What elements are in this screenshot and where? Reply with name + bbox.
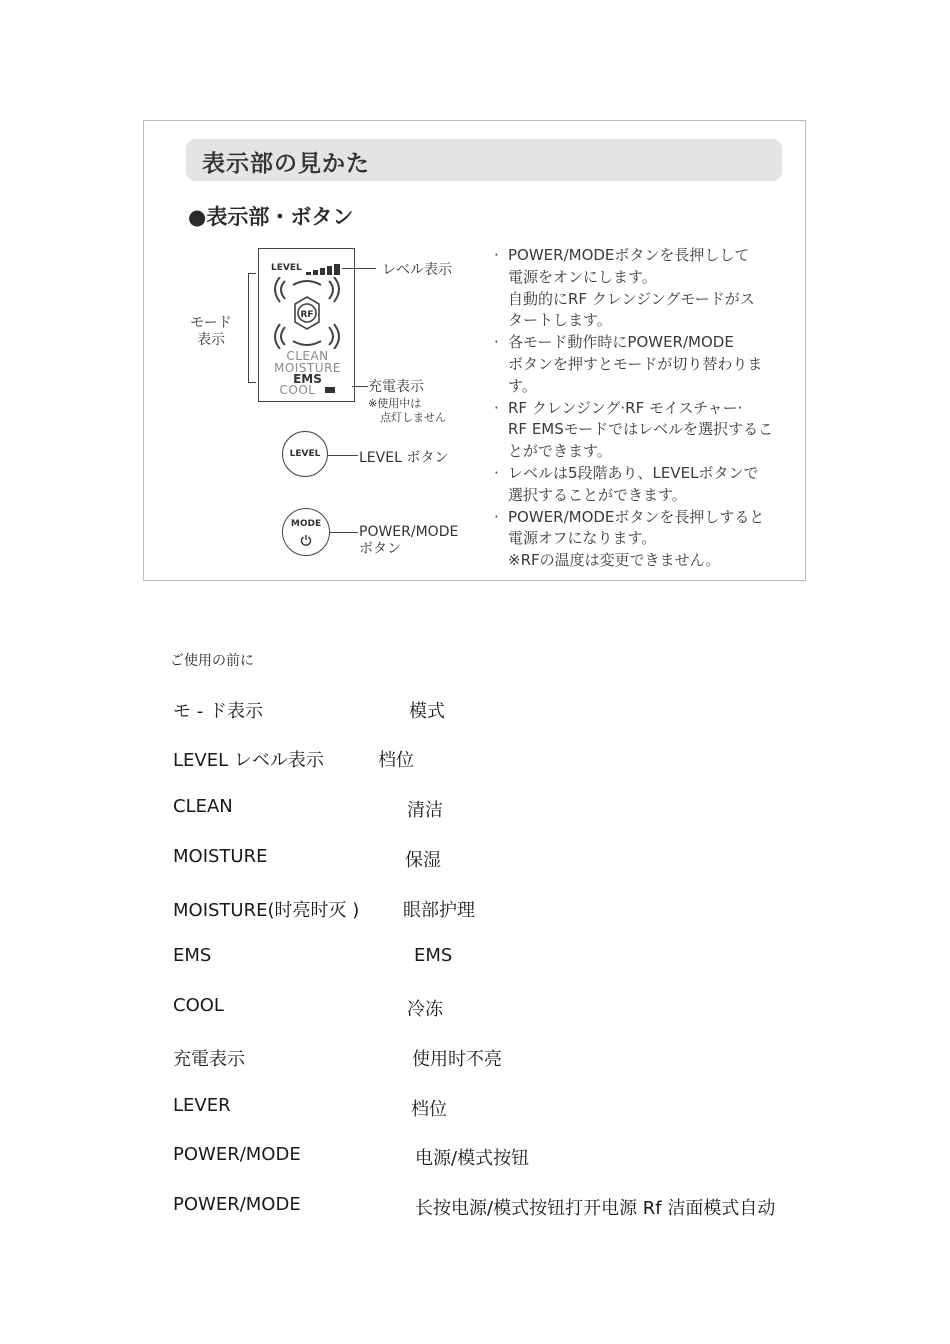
translation-row — [173, 846, 873, 872]
translation-row — [173, 1045, 873, 1071]
figure-header — [186, 139, 782, 181]
row-meaning: 眼部护理 — [403, 900, 475, 921]
mode-display-callout — [186, 315, 236, 349]
level-display-callout: レベル表示 — [382, 262, 452, 278]
note-line: ボタンを押すとモードが切り替わります。 — [508, 354, 763, 395]
section-title: ご使用の前に — [170, 653, 254, 669]
mode-button-icon-label: MODE — [290, 519, 322, 529]
level-display-leader — [342, 268, 376, 269]
level-button-leader — [328, 455, 358, 456]
panel-level-label: LEVEL — [271, 263, 302, 273]
translation-row — [173, 796, 873, 822]
translation-row — [173, 896, 873, 922]
row-term: LEVEL レベル表示 — [173, 750, 324, 771]
note-line: ※RFの温度は変更できません。 — [508, 551, 721, 570]
note-line: RF EMSモードではレベルを選択するこ — [508, 420, 774, 439]
row-meaning: 使用时不亮 — [412, 1049, 502, 1070]
figure-subtitle: ●表示部・ボタン — [188, 205, 354, 229]
panel-mode-cool: COOL — [279, 383, 316, 397]
mode-button-line1: POWER/MODE — [359, 524, 459, 540]
power-mode-button[interactable] — [282, 508, 330, 556]
note-line: タートします。 — [508, 311, 612, 330]
charge-indicator-icon — [325, 385, 335, 395]
charge-note-line2: 点灯しません — [380, 411, 446, 424]
row-meaning: 清洁 — [407, 800, 443, 821]
note-line: POWER/MODEボタンを長押しして — [508, 246, 750, 264]
note-line: RF クレンジング·RF モイスチャー· — [508, 398, 743, 417]
note-item: · POWER/MODEボタンを長押しして 電源をオンにします。 自動的にRF クレンジングモードがス タートします。 — [492, 245, 788, 332]
charge-display-note — [368, 397, 446, 425]
note-line: 選択することができます。 — [508, 485, 687, 504]
note-line: 電源オフになります。 — [508, 529, 657, 548]
figure-header-title: 表示部の見かた — [202, 151, 370, 177]
row-meaning: 长按电源/模式按钮打开电源 Rf 洁面模式自动 — [415, 1198, 776, 1219]
note-item: · レベルは5段階あり、LEVELボタンで 選択することができます。 — [492, 463, 788, 507]
row-term: モ - ド表示 — [173, 701, 263, 722]
level-button-icon-label: LEVEL — [289, 449, 321, 459]
translation-row — [173, 995, 873, 1021]
translation-row — [173, 697, 873, 723]
row-meaning: 档位 — [378, 750, 414, 771]
note-line: 電源をオンにします。 — [508, 267, 657, 286]
row-meaning: 档位 — [411, 1099, 447, 1120]
panel-mode-ems: EMS — [293, 372, 322, 386]
charge-display-callout: 充電表示 — [368, 379, 424, 395]
level-button[interactable] — [282, 431, 328, 477]
note-item: · RF クレンジング·RF モイスチャー· RF EMSモードではレベルを選択するこ とができます。 — [492, 398, 788, 463]
note-line: レベルは5段階あり、LEVELボタンで — [508, 463, 759, 482]
row-term: POWER/MODE — [173, 1144, 301, 1165]
row-meaning: 冷冻 — [407, 999, 443, 1020]
charge-note-line1: ※使用中は — [368, 397, 422, 410]
rf-ripple-icon — [271, 277, 343, 349]
manual-figure — [143, 120, 806, 581]
row-term: MOISTURE(时亮时灭 ) — [173, 900, 360, 921]
note-line: POWER/MODEボタンを長押しすると — [508, 507, 765, 526]
row-meaning: 保湿 — [405, 850, 441, 871]
row-term: EMS — [173, 945, 212, 966]
translation-row — [173, 945, 873, 971]
power-icon — [300, 534, 312, 546]
mode-button-callout — [359, 524, 458, 558]
translation-row — [173, 1144, 873, 1170]
row-meaning: EMS — [414, 945, 453, 966]
panel-mode-moisture: MOISTURE — [274, 361, 341, 375]
mode-display-line1: モード — [190, 315, 232, 331]
notes-list — [492, 245, 788, 572]
mode-button-leader — [330, 532, 358, 533]
display-panel — [258, 248, 355, 402]
row-term: POWER/MODE — [173, 1194, 301, 1215]
note-line: 各モード動作時にPOWER/MODE — [508, 333, 734, 352]
rf-label: RF — [300, 310, 314, 320]
row-term: MOISTURE — [173, 846, 268, 867]
row-meaning: 模式 — [409, 701, 445, 722]
panel-mode-clean: CLEAN — [286, 349, 329, 363]
mode-display-line2: 表示 — [197, 332, 225, 348]
row-term: COOL — [173, 995, 224, 1016]
note-line: 自動的にRF クレンジングモードがス — [508, 289, 755, 308]
row-term: CLEAN — [173, 796, 233, 817]
translation-row — [173, 746, 873, 772]
charge-display-leader — [352, 386, 368, 387]
translation-row — [173, 1095, 873, 1121]
translation-row — [173, 1194, 873, 1220]
mode-button-line2: ボタン — [359, 541, 401, 557]
mode-bracket — [248, 273, 256, 383]
row-meaning: 电源/模式按钮 — [415, 1148, 530, 1169]
row-term: LEVER — [173, 1095, 231, 1116]
row-term: 充電表示 — [173, 1049, 245, 1070]
note-item: · POWER/MODEボタンを長押しすると 電源オフになります。 ※RFの温度は変更できません。 — [492, 507, 788, 572]
level-bars-icon — [306, 263, 346, 275]
note-item: · 各モード動作時にPOWER/MODE ボタンを押すとモードが切り替わります。 — [492, 332, 788, 397]
level-button-callout: LEVEL ボタン — [359, 450, 449, 466]
note-line: とができます。 — [508, 442, 612, 461]
